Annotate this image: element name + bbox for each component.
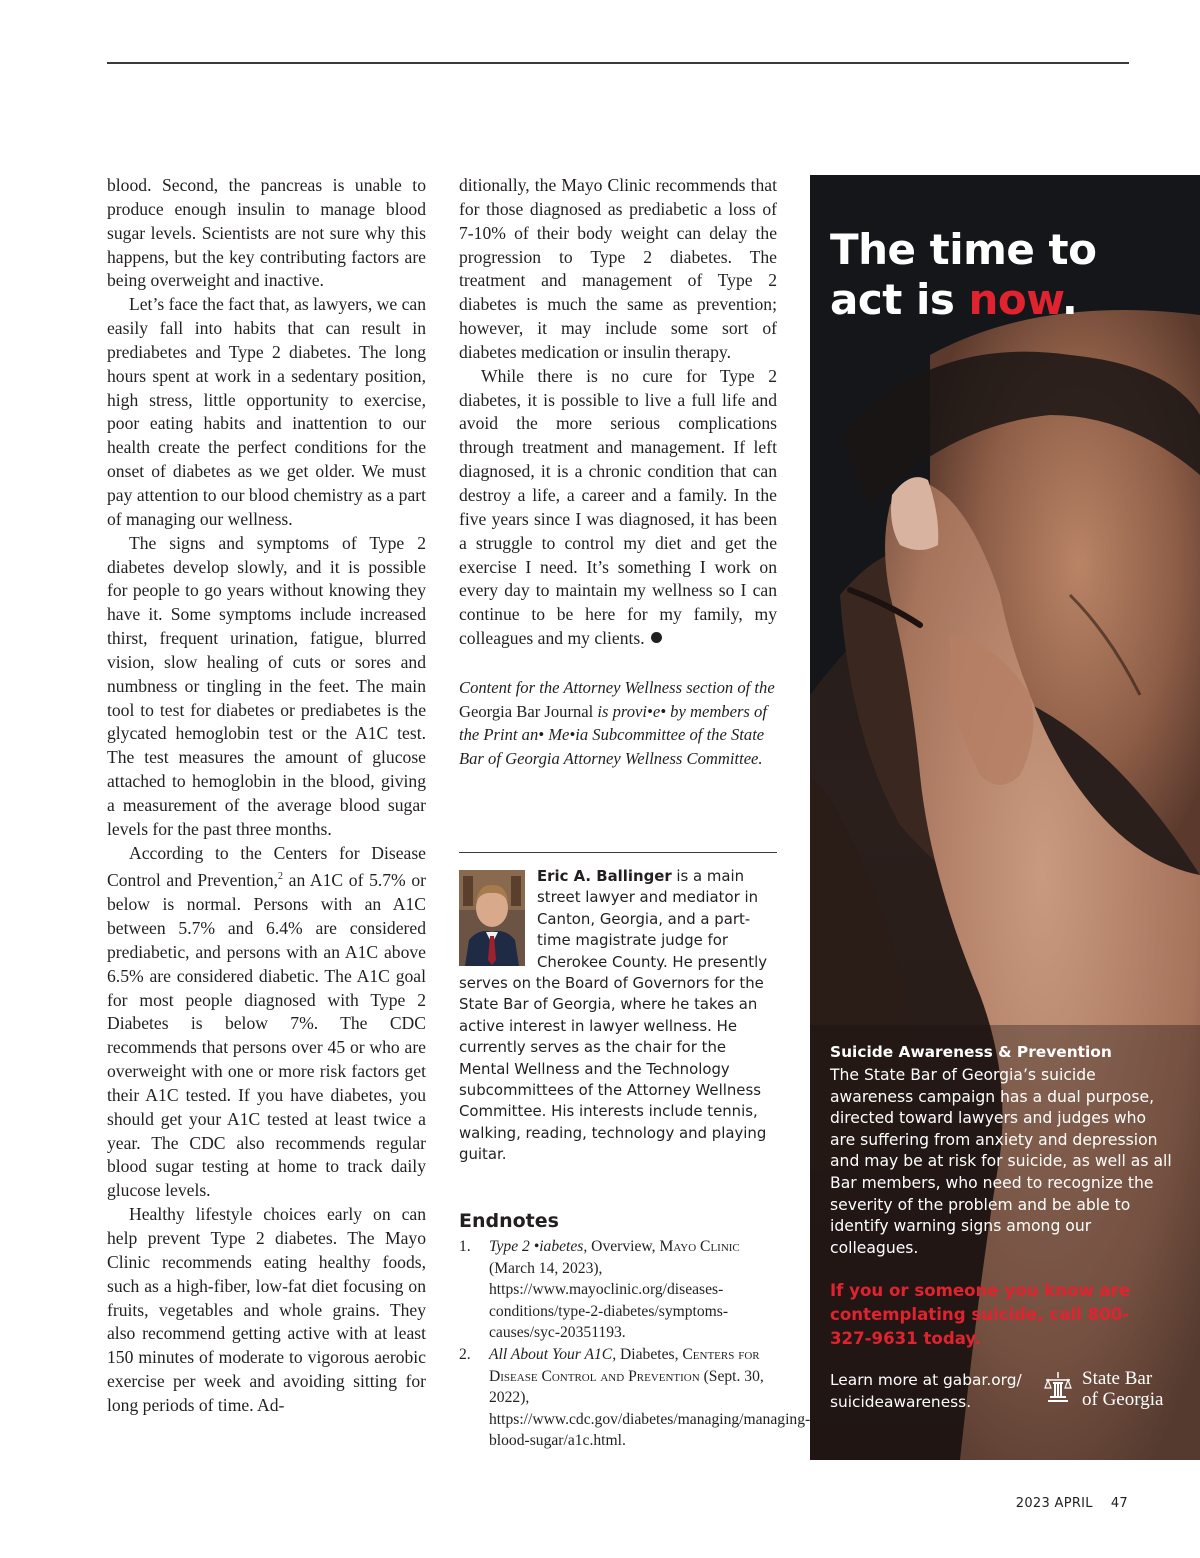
article-column-1 [107,174,426,1418]
endnote-item [459,1344,811,1452]
paragraph: blood. Second, the pancreas is unable to produce enough insulin to manage blood sugar levels. Scientists are not sure why this happens, but the key contributing factors are being overweight and inactive. [107,175,426,291]
header-rule [107,62,1129,64]
suicide-awareness-ad[interactable] [810,175,1200,1460]
headline-period: . [1061,275,1078,324]
logo-line: of Georgia [1082,1389,1164,1410]
end-mark-icon [651,632,662,643]
endnote-number: 2. [459,1345,471,1363]
capitol-seal-icon [1042,1370,1074,1406]
bio-text: is a main street lawyer and mediator in Canton, Georgia, and a part-time magistrate judge for Cherokee County. He presently serves on the Board of Governors for the State Bar of Georgia, where he takes an active interest in lawyer wellness. He currently serves as the chair for the Mental Wellness and the Technology subcommittees of the Attorney Wellness Committee. His interests include tennis, walking, reading, technology and playing guitar. [459,867,768,1164]
endnote-source: Mayo Clinic [659,1238,740,1255]
endnote-source: Centers for Disease Control and Prevention [489,1345,760,1385]
paragraph [459,365,777,651]
journal-name: Georgia Bar Journal [459,701,594,721]
paragraph: The signs and symptoms of Type 2 diabetes develop slowly, and it is possible for people to go years without knowing they have it. Some symptoms include increased thirst, frequent urination, fatigue, blurred vision, slow healing of cuts or sores and numbness or tingling in the feet. The main tool to test for diabetes or prediabetes is the glycated hemoglobin test or the A1C test. The test measures the amount of glucose attached to hemoglobin in the blood, giving a measurement of the average blood sugar levels for the past three months. [107,532,426,839]
issue-date: 2023 APRIL [1015,1496,1093,1511]
author-name: Eric A. Ballinger [537,867,672,885]
headline-line: The time to [830,225,1097,274]
credit-text: Content for the Attorney Wellness section of the [459,678,775,697]
headline-emphasis: now [968,275,1062,324]
paragraph [107,842,426,1204]
ad-learn-more-link[interactable]: Learn more at gabar.org/ suicideawareness. [830,1371,1022,1411]
ad-headline [830,225,1096,325]
headline-text: act is [830,275,969,324]
author-bio [459,866,779,1166]
endnotes-list [459,1236,811,1452]
endnote-text[interactable]: (Sept. 30, 2022), https://www.cdc.gov/diabetes/managing/managing-blood-sugar/a1c.html. [489,1367,811,1450]
logo-wordmark [1082,1368,1163,1410]
distressed-person-photo-icon [810,175,1200,1460]
author-headshot [459,870,525,966]
ad-subhead: Suicide Awareness & Prevention [830,1043,1112,1061]
article-column-2 [459,174,777,651]
ad-body: The State Bar of Georgia’s suicide awareness campaign has a dual purpose, directed toward lawyers and judges who are suffering from anxiety and depression and may be at risk for suicide, as well as all Bar members, who need to recognize the severity of the problem and be able to identify warning signs among our colleagues. [830,1066,1172,1257]
endnote-title: All About Your A1C, [489,1345,617,1363]
logo-line: State Bar [1082,1368,1153,1389]
endnote-text: Diabetes, [616,1345,683,1363]
endnote-text[interactable]: (March 14, 2023), https://www.mayoclinic.org/diseases-conditions/type-2-diabetes/symptoms-causes/syc-20351193. [489,1259,729,1342]
page-footer [1016,1496,1128,1511]
paragraph-text: an A1C of 5.7% or below is normal. Persons with an A1C between 5.7% and 6.4% are considered prediabetic, and persons with an A1C above 6.5% are considered diabetic. The A1C goal for most people diagnosed with Type 2 Diabetes is below 7%. The CDC recommends that persons over 45 or who are overweight with one or more risk factors get their A1C tested. If you have diabetes, you should get your A1C tested at least twice a year. The CDC also recommends regular blood sugar testing at home to track daily glucose levels. [107,870,426,1201]
bio-rule [459,852,777,853]
endnote-text: Overview, [587,1238,660,1255]
endnotes-heading: Endnotes [459,1210,559,1232]
headline-line [830,275,1096,325]
paragraph-text: While there is no cure for Type 2 diabetes, it is possible to live a full life and avoid the more serious complications through treatment and management. If left diagnosed, it is a chronic condition that can destroy a life, a career and a family. In the five years since I was diagnosed, it has been a struggle to control my diet and get the exercise I need. It’s something I work on every day to maintain my wellness so I can continue to be here for my family, my colleagues and my clients. [459,365,777,649]
endnote-item [459,1236,779,1344]
page-number: 47 [1110,1496,1128,1511]
endnote-title: Type 2 •iabetes, [489,1238,588,1255]
endnote-number: 1. [459,1238,471,1255]
author-photo-icon [459,870,525,966]
state-bar-logo [1042,1368,1192,1414]
ad-call-to-action[interactable]: If you or someone you know are contemplating suicide, call 800-327-9631 today. [830,1281,1131,1348]
wellness-credit [459,676,777,771]
paragraph: Let’s face the fact that, as lawyers, we can easily fall into habits that can result in prediabetes and Type 2 diabetes. The long hours spent at work in a sedentary position, high stress, little opportunity to exercise, poor eating habits and inattention to our health create the perfect conditions for the onset of diabetes as we get older. We must pay attention to our blood chemistry as a part of managing our wellness. [107,294,426,529]
footnote-ref[interactable]: 2 [278,871,284,883]
paragraph-text: According to the Centers for Disease Control and Prevention, [107,842,426,891]
paragraph: ditionally, the Mayo Clinic recommends that for those diagnosed as prediabetic a loss of 7-10% of their body weight can delay the progression to Type 2 diabetes. The treatment and management of Type 2 diabetes is much the same as prevention; however, it may include some sort of diabetes medication or insulin therapy. [459,175,777,362]
credit-text: is provi•e• by members of the Print an• Me•ia Subcommittee of the State Bar of Georgia Attorney Wellness Committee. [459,701,767,769]
paragraph: Healthy lifestyle choices early on can help prevent Type 2 diabetes. The Mayo Clinic recommends eating healthy foods, such as a high-fiber, low-fat diet focusing on fruits, vegetables and whole grains. They also recommend getting active with at least 150 minutes of moderate to vigorous aerobic exercise per week and avoiding sitting for long periods of time. Ad- [107,1204,426,1415]
